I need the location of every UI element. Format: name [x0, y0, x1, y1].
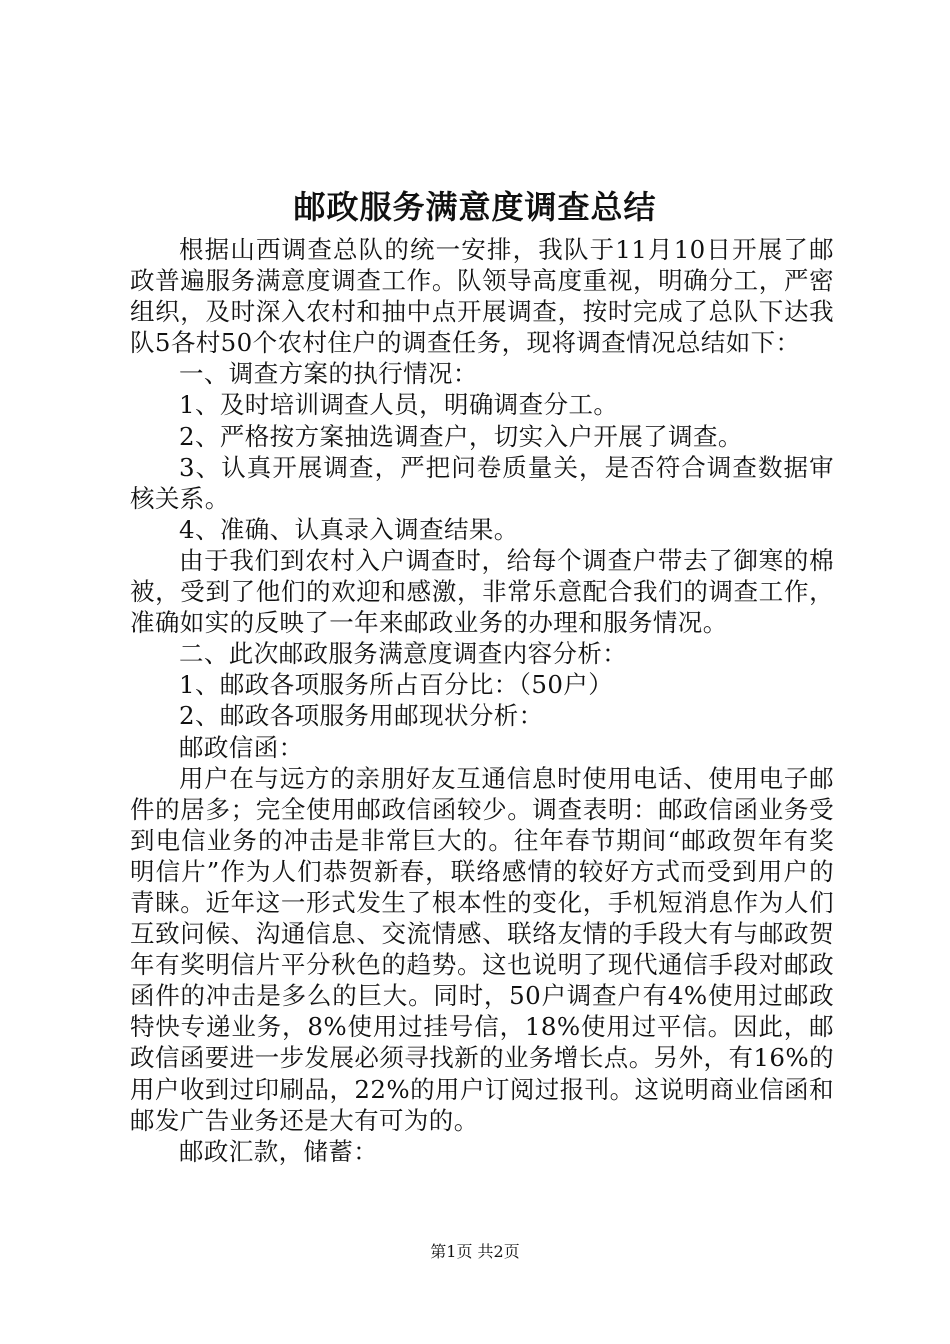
section-heading-1: 一、调查方案的执行情况： — [179, 359, 478, 389]
list-item-3: 3、认真开展调查，严把问卷质量关，是否符合调查数据审核关系。 — [130, 452, 834, 513]
document-body — [130, 234, 834, 1167]
subheading-postal-letters: 邮政信函： — [179, 732, 304, 762]
paragraph-postal-letters: 用户在与远方的亲朋好友互通信息时使用电话、使用电子邮件的居多；完全使用邮政信函较少。调查表明：邮政信函业务受到电信业务的冲击是非常巨大的。往年春节期间“邮政贺年有奖明信片”作为人们恭贺新春，联络感情的较好方式而受到用户的青睐。近年这一形式发生了根本性的变化，手机短消息作为人们互致问候、沟通信息、交流情感、联络友情的手段大有与邮政贺年有奖明信片平分秋色的趋势。这也说明了现代通信手段对邮政函件的冲击是多么的巨大。同时，50户调查户有4%使用过邮政特快专递业务，8%使用过挂号信，18%使用过平信。因此，邮政信函要进一步发展必须寻找新的业务增长点。另外，有16%的用户收到过印刷品，22%的用户订阅过报刊。这说明商业信函和邮发广告业务还是大有可为的。 — [130, 763, 834, 1135]
document-title: 邮政服务满意度调查总结 — [293, 188, 657, 226]
subheading-remittance-savings: 邮政汇款，储蓄： — [179, 1136, 379, 1166]
list-item-4: 4、准确、认真录入调查结果。 — [179, 514, 519, 544]
analysis-item-1: 1、邮政各项服务所占百分比：（50户） — [179, 670, 614, 700]
paragraph-feedback: 由于我们到农村入户调查时，给每个调查户带去了御寒的棉被，受到了他们的欢迎和感激，非常乐意配合我们的调查工作，准确如实的反映了一年来邮政业务的办理和服务情况。 — [130, 545, 834, 638]
analysis-item-2: 2、邮政各项服务用邮现状分析： — [179, 701, 544, 731]
page-footer: 第1页 共2页 — [430, 1242, 520, 1261]
list-item-1: 1、及时培训调查人员，明确调查分工。 — [179, 390, 619, 420]
paragraph-intro: 根据山西调查总队的统一安排，我队于11月10日开展了邮政普遍服务满意度调查工作。队领导高度重视，明确分工，严密组织，及时深入农村和抽中点开展调查，按时完成了总队下达我队5各村50个农村住户的调查任务，现将调查情况总结如下： — [130, 235, 834, 358]
list-item-2: 2、严格按方案抽选调查户，切实入户开展了调查。 — [179, 421, 743, 451]
section-heading-2: 二、此次邮政服务满意度调查内容分析： — [179, 639, 628, 669]
